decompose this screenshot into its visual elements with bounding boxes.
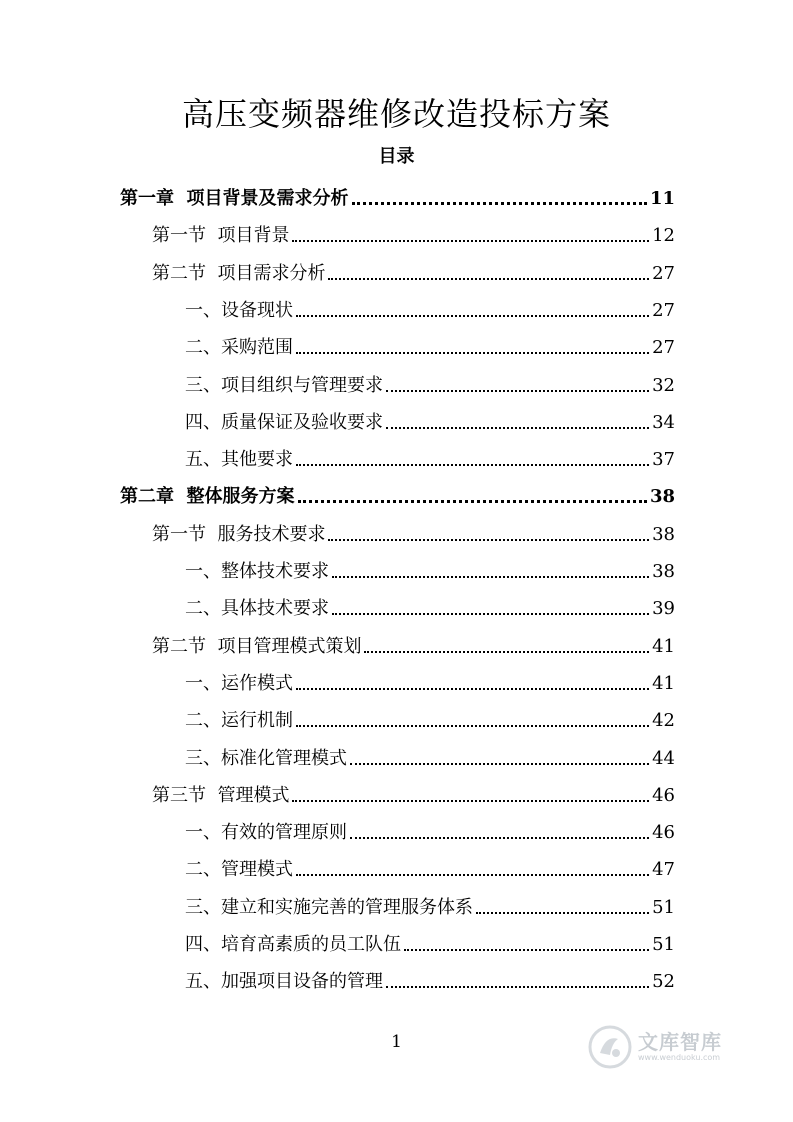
toc-leader-dots: [298, 500, 647, 503]
toc-entry-page: 12: [652, 225, 675, 247]
toc-entry-page: 46: [652, 822, 675, 844]
toc-entry-page: 44: [652, 747, 675, 769]
toc-entry-label: 三、标准化管理模式: [185, 747, 347, 769]
toc-entry-label: 第三节 管理模式: [152, 784, 290, 806]
toc-entry-label: 第二节 项目需求分析: [152, 262, 326, 284]
toc-entry-page: 38: [652, 561, 675, 582]
toc-entry-page: 32: [652, 374, 675, 396]
toc-entry[interactable]: [185, 889, 675, 919]
toc-entry-label: 一、运作模式: [185, 672, 293, 694]
document-title: 高压变频器维修改造投标方案: [181, 95, 611, 133]
toc-entry-page: 37: [652, 449, 675, 471]
toc-entry-label: 五、其他要求: [185, 449, 293, 471]
toc-entry-page: 38: [652, 523, 675, 545]
toc-entry-page: 11: [649, 188, 675, 209]
toc-entry[interactable]: [120, 180, 675, 210]
toc-entry-page: 27: [652, 299, 675, 321]
toc-entry-label: 第一节 服务技术要求: [152, 523, 326, 545]
toc-entry-label: 三、建立和实施完善的管理服务体系: [185, 896, 473, 918]
toc-entry[interactable]: [152, 516, 675, 546]
toc-leader-dots: [328, 539, 649, 541]
toc-heading: 目录: [378, 146, 415, 167]
toc-entry-page: 51: [652, 896, 675, 918]
toc-leader-dots: [404, 949, 649, 951]
toc-entry-page: 42: [652, 710, 675, 732]
toc-entry-label: 五、加强项目设备的管理: [185, 971, 383, 993]
toc-entry-page: 52: [652, 971, 675, 993]
toc-entry-page: 27: [652, 337, 675, 359]
toc-entry-page: 34: [652, 411, 675, 433]
toc-leader-dots: [296, 464, 649, 466]
toc-entry-label: 第一章 项目背景及需求分析: [120, 188, 349, 209]
toc-entry[interactable]: [185, 926, 675, 956]
toc-leader-dots: [296, 352, 649, 354]
toc-entry[interactable]: [185, 814, 675, 844]
toc-entry-label: 二、采购范围: [185, 337, 293, 359]
toc-entry-label: 一、有效的管理原则: [185, 822, 347, 844]
toc-entry[interactable]: [185, 553, 675, 583]
toc-entry[interactable]: [185, 851, 675, 881]
toc-entry-label: 一、设备现状: [185, 299, 293, 321]
toc-entry-page: 46: [652, 784, 675, 806]
toc-entry[interactable]: [152, 777, 675, 807]
page-number: 1: [391, 1032, 402, 1052]
toc-entry[interactable]: [185, 665, 675, 695]
toc-entry[interactable]: [152, 628, 675, 658]
toc-entry[interactable]: [185, 329, 675, 359]
toc-entry-page: 38: [649, 486, 675, 508]
toc-leader-dots: [292, 240, 649, 242]
toc-leader-dots: [386, 986, 649, 988]
toc-entry[interactable]: [185, 367, 675, 397]
toc-entry[interactable]: [152, 255, 675, 285]
toc-leader-dots: [350, 763, 649, 765]
toc-entry-label: 第二章 整体服务方案: [120, 486, 295, 508]
toc-entry[interactable]: [185, 441, 675, 471]
toc-entry-page: 41: [652, 672, 675, 694]
toc-leader-dots: [332, 576, 649, 578]
toc-leader-dots: [386, 427, 649, 429]
toc-entry[interactable]: [185, 963, 675, 993]
watermark: [588, 1022, 768, 1072]
watermark-name: 文库智库: [638, 1030, 722, 1054]
toc-entry-label: 第一节 项目背景: [152, 225, 290, 247]
toc-entry-label: 三、项目组织与管理要求: [185, 374, 383, 396]
watermark-logo-icon: [588, 1025, 632, 1069]
toc-leader-dots: [386, 390, 649, 392]
toc-entry-label: 第二节 项目管理模式策划: [152, 635, 362, 657]
toc-entry[interactable]: [185, 292, 675, 322]
toc-entry-page: 27: [652, 262, 675, 284]
toc-entry[interactable]: [120, 478, 675, 508]
toc-entry[interactable]: [185, 702, 675, 732]
toc-entry-label: 四、培育高素质的员工队伍: [185, 934, 401, 955]
toc-entry[interactable]: [152, 217, 675, 247]
toc-entry-label: 二、运行机制: [185, 710, 293, 732]
watermark-url: www.wenduoku.com: [638, 1053, 721, 1062]
toc-leader-dots: [328, 278, 649, 280]
toc-entry-label: 四、质量保证及验收要求: [185, 411, 383, 433]
toc-leader-dots: [296, 688, 649, 690]
toc-entry[interactable]: [185, 740, 675, 770]
toc-leader-dots: [296, 315, 649, 317]
toc-entry-page: 39: [652, 598, 675, 620]
toc-entry-page: 51: [652, 934, 675, 955]
toc-entry-page: 47: [652, 859, 675, 881]
toc-entry-label: 二、管理模式: [185, 859, 293, 881]
toc-entry[interactable]: [185, 404, 675, 434]
toc-leader-dots: [292, 800, 649, 802]
toc-entry-label: 二、具体技术要求: [185, 598, 329, 620]
toc-leader-dots: [352, 202, 647, 205]
toc-leader-dots: [364, 651, 649, 653]
toc-leader-dots: [476, 912, 649, 914]
toc-entry-label: 一、整体技术要求: [185, 561, 329, 582]
toc-entry[interactable]: [185, 590, 675, 620]
toc-leader-dots: [296, 874, 649, 876]
toc-entry-page: 41: [652, 635, 675, 657]
toc-leader-dots: [332, 613, 649, 615]
toc-leader-dots: [350, 837, 649, 839]
toc-leader-dots: [296, 725, 649, 727]
